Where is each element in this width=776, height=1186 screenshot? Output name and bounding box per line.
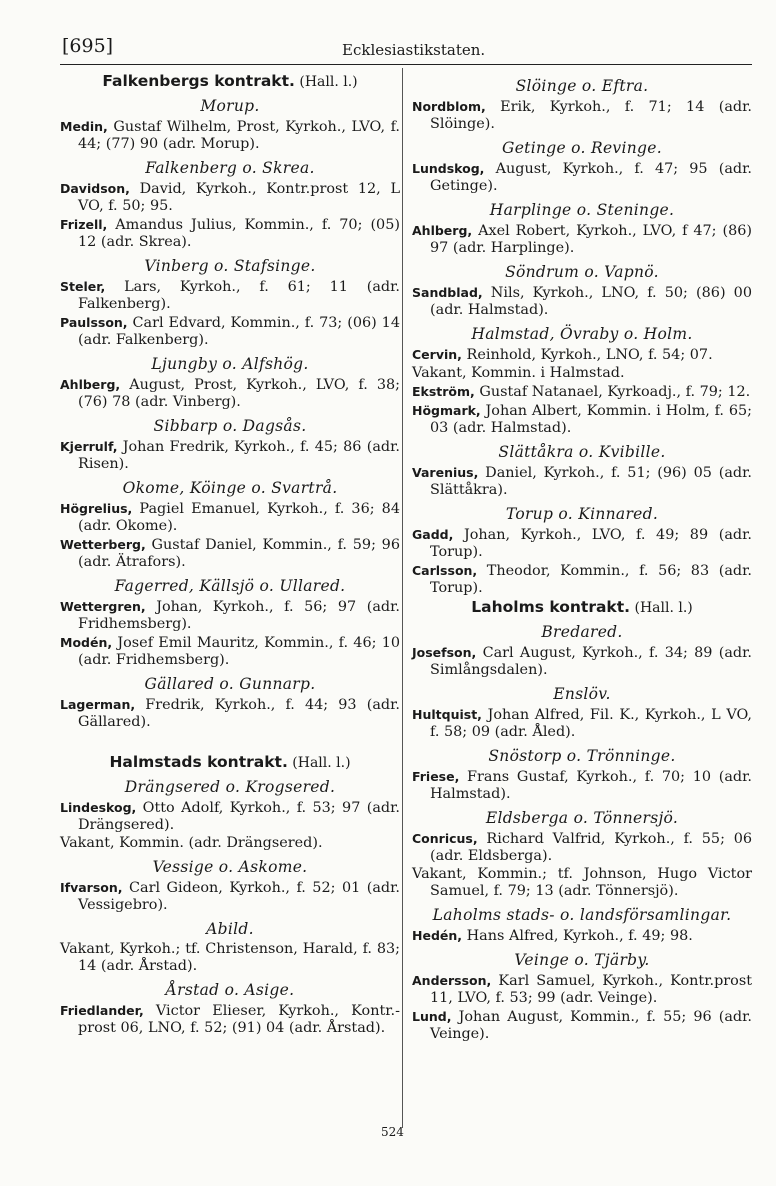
clergy-details: Lars, Kyrkoh., f. 61; 11 (adr. Falkenberg).: [78, 279, 400, 312]
clergy-name: Gadd,: [412, 527, 454, 542]
section-gap: [60, 732, 400, 752]
clergy-entry: [412, 1008, 752, 1043]
parish-heading: Vinberg o. Stafsinge.: [144, 257, 316, 275]
clergy-entry: [60, 376, 400, 411]
clergy-details: Carl Gideon, Kyrkoh., f. 52; 01 (adr. Vessigebro).: [78, 880, 400, 913]
clergy-name: Nordblom,: [412, 99, 486, 114]
clergy-details: Hans Alfred, Kyrkoh., f. 49; 98.: [466, 928, 693, 944]
parish-heading: Slöinge o. Eftra.: [515, 77, 649, 95]
parish-heading: Torup o. Kinnared.: [505, 505, 659, 523]
page-number: [695]: [62, 35, 114, 57]
clergy-details: Axel Robert, Kyrkoh., LVO, f 47; (86) 97 (adr. Harplinge).: [430, 223, 753, 256]
clergy-details: Reinhold, Kyrkoh., LNO, f. 54; 07.: [466, 347, 713, 363]
parish-heading: Laholms stads- o. landsförsamlingar.: [432, 906, 732, 924]
clergy-name: Hedén,: [412, 928, 463, 943]
clergy-name: Conricus,: [412, 831, 478, 846]
clergy-name: Lund,: [412, 1009, 452, 1024]
clergy-details: Gustaf Natanael, Kyrkoadj., f. 79; 12.: [479, 384, 751, 400]
parish-heading: Abild.: [206, 920, 254, 938]
clergy-details: Vakant, Kommin. (adr. Drängsered).: [60, 835, 323, 851]
clergy-entry: [412, 526, 752, 561]
clergy-name: Carlsson,: [412, 563, 478, 578]
kontrakt-note: (Hall. l.): [287, 755, 351, 771]
clergy-details: Victor Elieser, Kyrkoh., Kontr.-prost 06, LNO, f. 52; (91) 04 (adr. Årstad).: [78, 1003, 400, 1036]
clergy-details: Otto Adolf, Kyrkoh., f. 53; 97 (adr. Drängsered).: [78, 800, 401, 833]
clergy-entry: [412, 562, 752, 597]
clergy-name: Högmark,: [412, 403, 481, 418]
clergy-details: Carl August, Kyrkoh., f. 34; 89 (adr. Simlångsdalen).: [430, 645, 753, 678]
clergy-entry: [60, 180, 400, 215]
clergy-entry: [60, 216, 400, 251]
clergy-name: Andersson,: [412, 973, 492, 988]
clergy-details: Vakant, Kyrkoh.; tf. Christenson, Harald, f. 83; 14 (adr. Årstad).: [60, 941, 400, 974]
kontrakt-name: Laholms kontrakt.: [471, 598, 631, 616]
parish-heading: Årstad o. Asige.: [165, 981, 295, 999]
running-title: Ecklesiastikstaten.: [342, 41, 486, 59]
clergy-entry: [60, 634, 400, 669]
parish-heading: Söndrum o. Vapnö.: [505, 263, 659, 281]
clergy-details: David, Kyrkoh., Kontr.prost 12, L VO, f. 50; 95.: [78, 181, 401, 214]
clergy-name: Ekström,: [412, 384, 475, 399]
clergy-entry: [60, 314, 400, 349]
clergy-entry: [412, 98, 752, 133]
parish-heading: Eldsberga o. Tönnersjö.: [485, 809, 679, 827]
clergy-name: Modén,: [60, 635, 113, 650]
clergy-details: Karl Samuel, Kyrkoh., Kontr.prost 11, LVO, f. 53; 99 (adr. Veinge).: [430, 973, 753, 1006]
clergy-details: Johan Fredrik, Kyrkoh., f. 45; 86 (adr. Risen).: [78, 439, 400, 472]
parish-heading: Slättåkra o. Kvibille.: [498, 443, 666, 461]
parish-heading: Fagerred, Källsjö o. Ullared.: [114, 577, 346, 595]
clergy-name: Friese,: [412, 769, 460, 784]
clergy-name: Davidson,: [60, 181, 130, 196]
clergy-name: Lindeskog,: [60, 800, 137, 815]
kontrakt-heading: [60, 73, 400, 91]
parish-heading: Ljungby o. Alfshög.: [151, 355, 309, 373]
clergy-entry: [60, 696, 400, 731]
clergy-name: Ahlberg,: [412, 223, 473, 238]
clergy-entry: [412, 830, 752, 865]
clergy-entry: [412, 383, 752, 401]
parish-heading: Bredared.: [541, 623, 623, 641]
clergy-entry: [412, 222, 752, 257]
clergy-entry: [412, 927, 752, 945]
clergy-details: Daniel, Kyrkoh., f. 51; (96) 05 (adr. Slättåkra).: [430, 465, 752, 498]
parish-heading: Sibbarp o. Dagsås.: [153, 417, 307, 435]
kontrakt-note: (Hall. l.): [630, 600, 693, 616]
clergy-name: Sandblad,: [412, 285, 483, 300]
clergy-entry: [60, 118, 400, 153]
parish-heading: Okome, Köinge o. Svartrå.: [122, 479, 338, 497]
clergy-name: Kjerrulf,: [60, 439, 118, 454]
clergy-entry: [412, 284, 752, 319]
clergy-details: Frans Gustaf, Kyrkoh., f. 70; 10 (adr. Halmstad).: [430, 769, 753, 802]
clergy-details: Josef Emil Mauritz, Kommin., f. 46; 10 (adr. Fridhemsberg).: [78, 635, 401, 668]
right-column: [412, 71, 752, 1044]
clergy-details: Johan Albert, Kommin. i Holm, f. 65; 03 (adr. Halmstad).: [430, 403, 753, 436]
clergy-name: Frizell,: [60, 217, 108, 232]
clergy-entry: [412, 644, 752, 679]
clergy-entry: [60, 835, 400, 852]
clergy-entry: [412, 706, 752, 741]
parish-heading: Halmstad, Övraby o. Holm.: [471, 325, 693, 343]
kontrakt-name: Falkenbergs kontrakt.: [102, 72, 295, 90]
parish-heading: Falkenberg o. Skrea.: [145, 159, 315, 177]
clergy-entry: [412, 402, 752, 437]
column-divider: [402, 68, 403, 1128]
clergy-entry: [60, 1002, 400, 1037]
clergy-details: Nils, Kyrkoh., LNO, f. 50; (86) 00 (adr. Halmstad).: [430, 285, 752, 318]
clergy-name: Ahlberg,: [60, 377, 121, 392]
clergy-entry: [60, 278, 400, 313]
clergy-details: Vakant, Kommin. i Halmstad.: [412, 365, 625, 381]
clergy-details: August, Kyrkoh., f. 47; 95 (adr. Getinge).: [430, 161, 752, 194]
clergy-details: Theodor, Kommin., f. 56; 83 (adr. Torup).: [430, 563, 752, 596]
parish-heading: Enslöv.: [553, 685, 611, 703]
parish-heading: Getinge o. Revinge.: [502, 139, 662, 157]
parish-heading: Gällared o. Gunnarp.: [144, 675, 316, 693]
kontrakt-note: (Hall. l.): [294, 74, 358, 90]
clergy-entry: [412, 160, 752, 195]
clergy-entry: [60, 598, 400, 633]
clergy-entry: [60, 799, 400, 834]
clergy-name: Cervin,: [412, 347, 462, 362]
parish-heading: Harplinge o. Steninge.: [489, 201, 675, 219]
clergy-details: Richard Valfrid, Kyrkoh., f. 55; 06 (adr. Eldsberga).: [430, 831, 753, 864]
page-header: [60, 34, 752, 65]
clergy-entry: [60, 438, 400, 473]
parish-heading: Snöstorp o. Trönninge.: [488, 747, 676, 765]
clergy-details: Gustaf Wilhelm, Prost, Kyrkoh., LVO, f. 44; (77) 90 (adr. Morup).: [78, 119, 400, 152]
kontrakt-name: Halmstads kontrakt.: [109, 753, 288, 771]
clergy-details: Johan Alfred, Fil. K., Kyrkoh., L VO, f. 58; 09 (adr. Åled).: [430, 707, 753, 740]
clergy-details: Amandus Julius, Kommin., f. 70; (05) 12 (adr. Skrea).: [78, 217, 400, 250]
kontrakt-heading: [412, 599, 752, 617]
left-column: [60, 71, 400, 1038]
clergy-name: Hultquist,: [412, 707, 482, 722]
parish-heading: Morup.: [200, 97, 260, 115]
clergy-entry: [412, 866, 752, 900]
clergy-name: Paulsson,: [60, 315, 128, 330]
clergy-entry: [412, 972, 752, 1007]
clergy-name: Wettergren,: [60, 599, 146, 614]
kontrakt-heading: [60, 754, 400, 772]
clergy-name: Steler,: [60, 279, 106, 294]
clergy-name: Lagerman,: [60, 697, 136, 712]
clergy-details: Pagiel Emanuel, Kyrkoh., f. 36; 84 (adr. Okome).: [78, 501, 400, 534]
clergy-name: Friedlander,: [60, 1003, 144, 1018]
clergy-entry: [412, 768, 752, 803]
clergy-details: Gustaf Daniel, Kommin., f. 59; 96 (adr. Ätrafors).: [78, 537, 400, 570]
clergy-details: Johan, Kyrkoh., LVO, f. 49; 89 (adr. Torup).: [430, 527, 752, 560]
clergy-name: Ifvarson,: [60, 880, 123, 895]
clergy-entry: [60, 500, 400, 535]
clergy-details: August, Prost, Kyrkoh., LVO, f. 38; (76) 78 (adr. Vinberg).: [78, 377, 400, 410]
clergy-entry: [412, 464, 752, 499]
clergy-details: Fredrik, Kyrkoh., f. 44; 93 (adr. Gällared).: [78, 697, 400, 730]
clergy-entry: [60, 879, 400, 914]
parish-heading: Vessige o. Askome.: [152, 858, 308, 876]
clergy-entry: [412, 346, 752, 364]
clergy-details: Johan, Kyrkoh., f. 56; 97 (adr. Fridhemsberg).: [78, 599, 400, 632]
clergy-entry: [60, 941, 400, 975]
clergy-name: Josefson,: [412, 645, 477, 660]
clergy-details: Erik, Kyrkoh., f. 71; 14 (adr. Slöinge).: [430, 99, 753, 132]
clergy-name: Varenius,: [412, 465, 479, 480]
clergy-name: Lundskog,: [412, 161, 485, 176]
clergy-details: Carl Edvard, Kommin., f. 73; (06) 14 (adr. Falkenberg).: [78, 315, 400, 348]
folio-number: 524: [381, 1125, 404, 1139]
parish-heading: Drängsered o. Krogsered.: [124, 778, 336, 796]
clergy-name: Wetterberg,: [60, 537, 146, 552]
clergy-name: Högrelius,: [60, 501, 133, 516]
clergy-details: Vakant, Kommin.; tf. Johnson, Hugo Victor Samuel, f. 79; 13 (adr. Tönnersjö).: [412, 866, 752, 899]
parish-heading: Veinge o. Tjärby.: [514, 951, 650, 969]
clergy-entry: [60, 536, 400, 571]
clergy-entry: [412, 365, 752, 382]
clergy-name: Medin,: [60, 119, 108, 134]
clergy-details: Johan August, Kommin., f. 55; 96 (adr. Veinge).: [430, 1009, 752, 1042]
